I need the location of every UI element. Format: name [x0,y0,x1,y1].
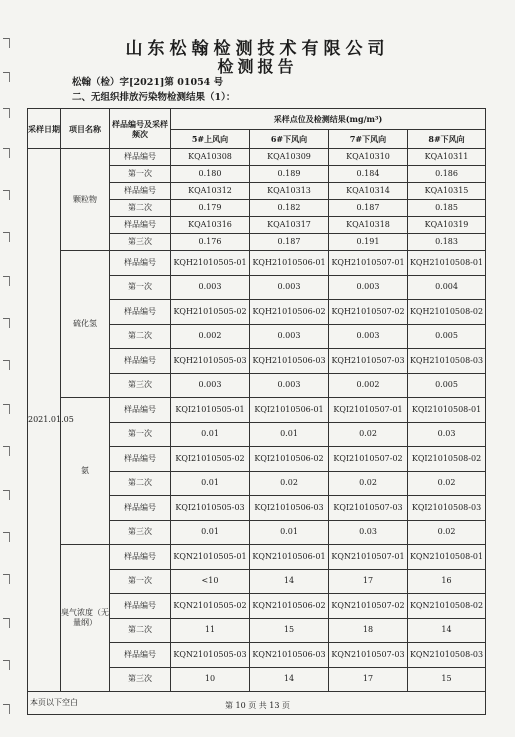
col-header-sample: 样品编号及采样频次 [110,109,171,149]
results-table [27,108,486,715]
row-label: 第三次 [110,234,171,251]
result-cell: 0.191 [329,234,408,251]
col-header-item: 项目名称 [61,109,110,149]
result-cell: 11 [171,618,250,643]
result-cell: KQA10309 [250,149,329,166]
result-cell: KQA10317 [250,217,329,234]
result-cell: 0.003 [250,275,329,300]
result-cell: KQH21010506-03 [250,349,329,374]
result-cell: 0.187 [329,200,408,217]
result-cell: 0.002 [329,373,408,398]
result-cell: 0.01 [250,520,329,545]
row-label: 第三次 [110,373,171,398]
result-cell: 0.184 [329,166,408,183]
result-cell: KQH21010506-01 [250,251,329,276]
result-cell: KQH21010505-02 [171,300,250,325]
result-cell: KQI21010506-03 [250,496,329,521]
row-label: 样品编号 [110,300,171,325]
point-header: 8#下风向 [408,130,486,149]
point-header: 6#下风向 [250,130,329,149]
item-name: 氨 [61,398,110,545]
result-cell: 0.02 [329,471,408,496]
point-header: 7#下风向 [329,130,408,149]
result-cell: KQH21010508-01 [408,251,486,276]
result-cell: 0.003 [250,324,329,349]
result-cell: 0.189 [250,166,329,183]
col-header-date: 采样日期 [28,109,61,149]
result-cell: KQN21010508-02 [408,594,486,619]
result-cell: 0.003 [329,275,408,300]
col-header-results: 采样点位及检测结果(mg/m³) [171,109,486,130]
result-cell: 0.182 [250,200,329,217]
row-label: 第一次 [110,275,171,300]
result-cell: 0.005 [408,373,486,398]
result-cell: 0.185 [408,200,486,217]
result-cell: 14 [250,667,329,692]
result-cell: 0.03 [329,520,408,545]
result-cell: KQH21010507-03 [329,349,408,374]
row-label: 第一次 [110,422,171,447]
table-row [28,251,486,276]
result-cell: 0.01 [171,520,250,545]
result-cell: KQN21010508-03 [408,643,486,668]
result-cell: KQI21010507-01 [329,398,408,423]
result-cell: KQH21010508-02 [408,300,486,325]
result-cell: 0.02 [408,520,486,545]
row-label: 样品编号 [110,447,171,472]
item-name: 硫化氢 [61,251,110,398]
result-cell: 0.02 [250,471,329,496]
item-name: 颗粒物 [61,149,110,251]
result-cell: 0.179 [171,200,250,217]
row-label: 样品编号 [110,183,171,200]
result-cell: 0.003 [329,324,408,349]
result-cell: KQN21010508-01 [408,545,486,570]
blank-note: 本页以下空白 [28,692,486,715]
binding-margin [0,0,14,737]
result-cell: 15 [408,667,486,692]
row-label: 第二次 [110,324,171,349]
result-cell: 0.003 [171,373,250,398]
result-cell: 0.02 [329,422,408,447]
result-cell: <10 [171,569,250,594]
point-header: 5#上风向 [171,130,250,149]
table-row [28,545,486,570]
row-label: 第二次 [110,618,171,643]
row-label: 样品编号 [110,217,171,234]
result-cell: KQN21010506-02 [250,594,329,619]
row-label: 样品编号 [110,545,171,570]
company-name: 山东松翰检测技术有限公司 [125,39,390,59]
result-cell: 0.01 [250,422,329,447]
result-cell: 17 [329,569,408,594]
result-cell: KQH21010506-02 [250,300,329,325]
row-label: 样品编号 [110,398,171,423]
result-cell: KQH21010507-02 [329,300,408,325]
result-cell: KQI21010507-03 [329,496,408,521]
result-cell: KQH21010508-03 [408,349,486,374]
result-cell: KQA10316 [171,217,250,234]
result-cell: KQI21010506-02 [250,447,329,472]
section-title: 二、无组织排放污染物检测结果（1）： [72,92,236,103]
row-label: 样品编号 [110,349,171,374]
result-cell: KQA10308 [171,149,250,166]
result-cell: 0.005 [408,324,486,349]
result-cell: KQA10319 [408,217,486,234]
result-cell: 0.183 [408,234,486,251]
row-label: 样品编号 [110,496,171,521]
result-cell: KQI21010505-02 [171,447,250,472]
result-cell: KQI21010507-02 [329,447,408,472]
table-row [28,149,486,166]
result-cell: 14 [250,569,329,594]
result-cell: KQA10318 [329,217,408,234]
row-label: 样品编号 [110,594,171,619]
result-cell: KQI21010505-01 [171,398,250,423]
result-cell: KQN21010507-03 [329,643,408,668]
result-cell: KQH21010505-01 [171,251,250,276]
result-cell: KQA10312 [171,183,250,200]
sample-date: 2021.01.05 [28,149,61,692]
row-label: 样品编号 [110,149,171,166]
result-cell: KQI21010508-01 [408,398,486,423]
row-label: 样品编号 [110,643,171,668]
result-cell: KQN21010507-01 [329,545,408,570]
result-cell: 0.003 [250,373,329,398]
result-cell: KQA10313 [250,183,329,200]
result-cell: KQI21010508-02 [408,447,486,472]
result-cell: KQN21010505-03 [171,643,250,668]
result-cell: KQN21010507-02 [329,594,408,619]
result-cell: 0.004 [408,275,486,300]
result-cell: 0.003 [171,275,250,300]
report-title: 检测报告 [217,57,298,76]
row-label: 第一次 [110,569,171,594]
result-cell: KQA10315 [408,183,486,200]
row-label: 第一次 [110,166,171,183]
result-cell: 0.02 [408,471,486,496]
result-cell: 0.187 [250,234,329,251]
result-cell: 16 [408,569,486,594]
row-label: 样品编号 [110,251,171,276]
result-cell: KQI21010505-03 [171,496,250,521]
result-cell: KQN21010505-02 [171,594,250,619]
result-cell: 0.03 [408,422,486,447]
result-cell: KQA10310 [329,149,408,166]
result-cell: 18 [329,618,408,643]
document-number: 松翰（检）字[2021]第 01054 号 [72,77,224,88]
result-cell: 14 [408,618,486,643]
result-cell: 0.176 [171,234,250,251]
result-cell: KQN21010505-01 [171,545,250,570]
table-row [28,398,486,423]
result-cell: 15 [250,618,329,643]
item-name: 臭气浓度（无量纲） [61,545,110,692]
row-label: 第二次 [110,471,171,496]
result-cell: 0.186 [408,166,486,183]
page-footer: 第 10 页 共 13 页 [224,701,291,710]
result-cell: KQA10311 [408,149,486,166]
row-label: 第三次 [110,667,171,692]
result-cell: 0.01 [171,471,250,496]
result-cell: 17 [329,667,408,692]
result-cell: KQN21010506-01 [250,545,329,570]
result-cell: 0.180 [171,166,250,183]
result-cell: KQA10314 [329,183,408,200]
result-cell: KQN21010506-03 [250,643,329,668]
result-cell: KQI21010506-01 [250,398,329,423]
result-cell: 0.01 [171,422,250,447]
row-label: 第三次 [110,520,171,545]
result-cell: 0.002 [171,324,250,349]
result-cell: KQH21010507-01 [329,251,408,276]
result-cell: KQI21010508-03 [408,496,486,521]
row-label: 第二次 [110,200,171,217]
result-cell: 10 [171,667,250,692]
result-cell: KQH21010505-03 [171,349,250,374]
